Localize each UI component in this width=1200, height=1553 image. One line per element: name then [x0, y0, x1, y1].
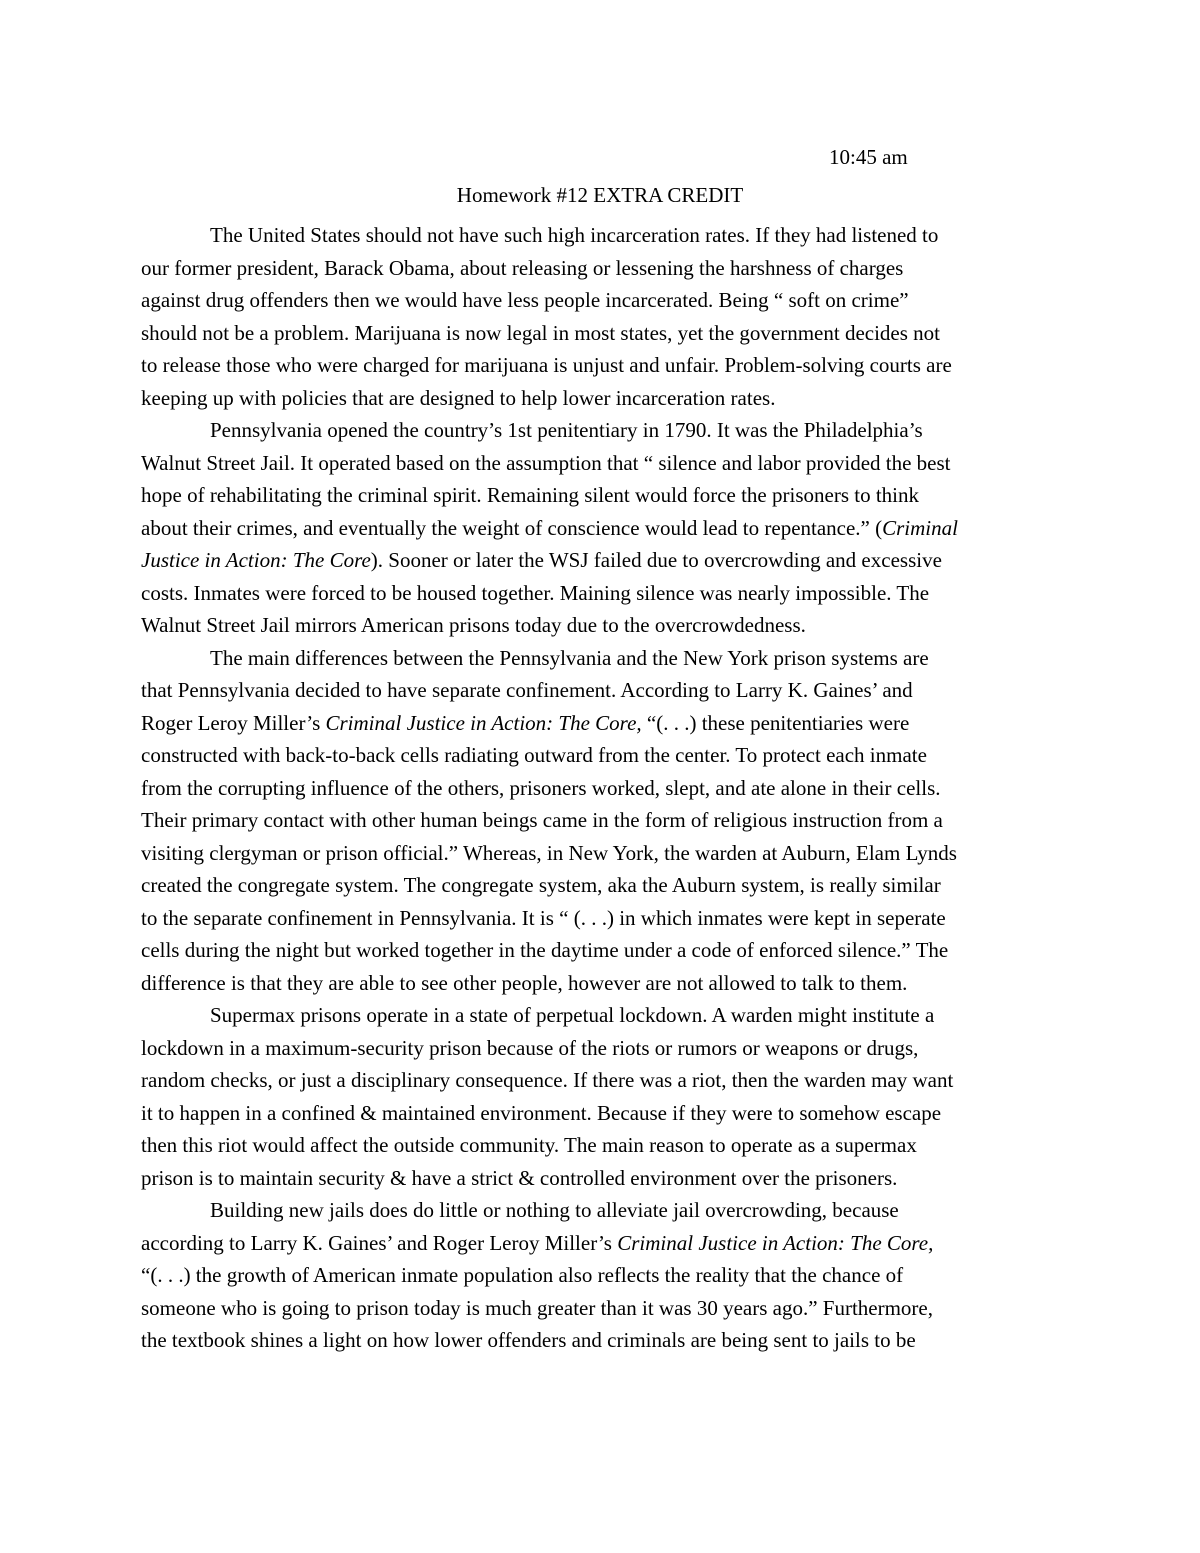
book-title-italic: Justice in Action: The Core: [141, 548, 371, 572]
text-line: our former president, Barack Obama, about releasing or lessening the harshness of charges: [141, 255, 904, 280]
text-line: lockdown in a maximum-security prison because of the riots or rumors or weapons or drugs,: [141, 1035, 919, 1060]
document-body: [141, 219, 1059, 1357]
text-line: Building new jails does do little or nothing to alleviate jail overcrowding, because: [210, 1198, 899, 1222]
book-title-italic: Criminal: [882, 515, 958, 540]
text-line: created the congregate system. The congregate system, aka the Auburn system, is really similar: [141, 873, 941, 897]
text-line: against drug offenders then we would have less people incarcerated. Being “ soft on crime”: [141, 288, 909, 312]
paragraph-2: [141, 414, 1059, 642]
text-line: The United States should not have such high incarceration rates. If they had listened to: [210, 223, 939, 247]
text-line: “(. . .) the growth of American inmate population also reflects the reality that the chance of: [141, 1263, 904, 1287]
text-line: it to happen in a confined & maintained environment. Because if they were to somehow escape: [141, 1100, 942, 1125]
paragraph-5: [141, 1194, 1059, 1357]
text-line: Roger Leroy Miller’s Criminal Justice in Action: The Core, “(. . .) these penitentiaries were: [141, 710, 910, 735]
document-title: Homework #12 EXTRA CREDIT: [456, 183, 744, 207]
text-line: cells during the night but worked together in the daytime under a code of enforced silence.” The: [141, 938, 949, 962]
text-line: from the corrupting influence of the others, prisoners worked, slept, and ate alone in their cells.: [141, 775, 941, 800]
text-line: about their crimes, and eventually the weight of conscience would lead to repentance.” (Criminal: [141, 515, 958, 540]
text-line: constructed with back-to-back cells radiating outward from the center. To protect each inmate: [141, 743, 927, 767]
text-line: Justice in Action: The Core). Sooner or later the WSJ failed due to overcrowding and excessive: [141, 548, 942, 572]
text-line: Walnut Street Jail mirrors American prisons today due to the overcrowdedness.: [141, 613, 806, 637]
text-line: to release those who were charged for marijuana is unjust and unfair. Problem-solving courts are: [141, 353, 952, 377]
text-line: Pennsylvania opened the country’s 1st penitentiary in 1790. It was the Philadelphia’s: [210, 418, 923, 442]
paragraph-1: [141, 219, 1059, 414]
text-line: should not be a problem. Marijuana is now legal in most states, yet the government decides not: [141, 320, 940, 345]
text-line: Their primary contact with other human beings came in the form of religious instruction from a: [141, 808, 943, 832]
text-line: random checks, or just a disciplinary consequence. If there was a riot, then the warden may want: [141, 1068, 954, 1092]
text-line: visiting clergyman or prison official.” Whereas, in New York, the warden at Auburn, Elam Lynds: [141, 840, 957, 865]
text-line: Walnut Street Jail. It operated based on the assumption that “ silence and labor provided the best: [141, 450, 951, 475]
text-line: keeping up with policies that are designed to help lower incarceration rates.: [141, 385, 776, 410]
text-line: to the separate confinement in Pennsylvania. It is “ (. . .) in which inmates were kept in seperate: [141, 905, 946, 930]
text-line: Supermax prisons operate in a state of perpetual lockdown. A warden might institute a: [210, 1003, 935, 1027]
book-title-italic: Criminal Justice in Action: The Core,: [617, 1230, 934, 1255]
text-line: according to Larry K. Gaines’ and Roger Leroy Miller’s Criminal Justice in Action: The Core,: [141, 1230, 934, 1255]
book-title-italic: Criminal Justice in Action: The Core,: [325, 710, 642, 735]
text-line: then this riot would affect the outside community. The main reason to operate as a supermax: [141, 1133, 917, 1157]
paragraph-4: [141, 999, 1059, 1194]
text-line: that Pennsylvania decided to have separate confinement. According to Larry K. Gaines’ and: [141, 678, 913, 702]
text-line: prison is to maintain security & have a strict & controlled environment over the prisoners.: [141, 1165, 898, 1190]
text-line: The main differences between the Pennsylvania and the New York prison systems are: [210, 645, 929, 670]
text-line: the textbook shines a light on how lower offenders and criminals are being sent to jails to be: [141, 1328, 916, 1352]
time-stamp: 10:45 am: [829, 145, 908, 169]
paragraph-3: [141, 642, 1059, 1000]
text-line: hope of rehabilitating the criminal spirit. Remaining silent would force the prisoners to think: [141, 483, 919, 507]
text-line: someone who is going to prison today is much greater than it was 30 years ago.” Furthermore,: [141, 1295, 933, 1320]
text-line: costs. Inmates were forced to be housed together. Maining silence was nearly impossible. The: [141, 580, 930, 605]
text-line: difference is that they are able to see other people, however are not allowed to talk to them.: [141, 970, 908, 995]
